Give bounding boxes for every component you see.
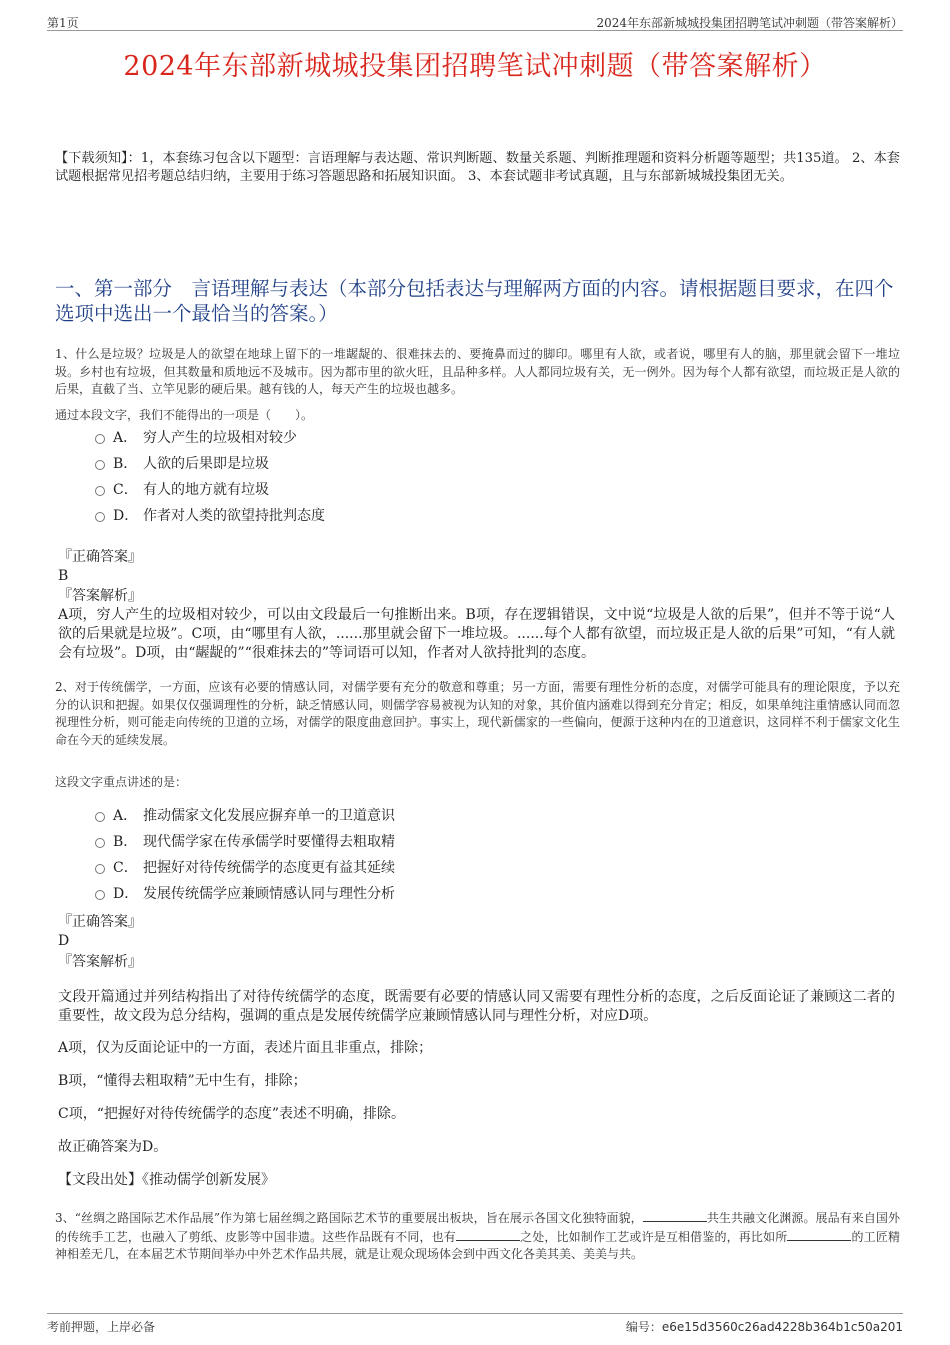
question-2-option-d[interactable]: D． 发展传统儒学应兼顾情感认同与理性分析 [95, 881, 395, 907]
question-1-option-d[interactable]: D． 作者对人类的欲望持批判态度 [95, 503, 325, 529]
question-2-conclusion: 故正确答案为D。 [58, 1139, 168, 1155]
download-notice: 【下载须知】：1，本套练习包含以下题型：言语理解与表达题、常识判断题、数量关系题、判断推理题和资料分析题等题型；共135道。 2、本套试题根据常见招考题总结归纳，主要用于练习答题思路和拓展知识面。 3、本套试题非考试真题，且与东部新城城投集团无关。 [55, 151, 900, 184]
question-2-prompt: 这段文字重点讲述的是： [55, 775, 188, 789]
question-3-stem: 3、“丝绸之路国际艺术作品展”作为第七届丝绸之路国际艺术节的重要展出板块，旨在展示各国文化独特面貌， 共生共融文化渊源。展品有来自国外的传统手工艺，也融入了剪纸、皮影等中国非遗。这些作品既有不同，也有 之处，比如制作工艺或许是互相借鉴的，再比如所 的工匠精神相差无几，在本届艺术节期间举办中外艺术作品共展，就是让观众现场体会到中西文化各美其美、美美与共。 [55, 1211, 900, 1261]
question-2-answer: D [58, 933, 70, 949]
radio-icon[interactable] [95, 460, 105, 470]
question-1-analysis-label: 『答案解析』 [58, 588, 142, 604]
document-title: 2024年东部新城城投集团招聘笔试冲刺题（带答案解析） [123, 51, 827, 82]
radio-icon[interactable] [95, 512, 105, 522]
footer-slogan: 考前押题，上岸必备 [47, 1320, 156, 1334]
page-header [47, 12, 903, 31]
fill-blank-2[interactable] [456, 1228, 520, 1241]
radio-icon[interactable] [95, 890, 105, 900]
question-2-analysis-c: C项，“把握好对待传统儒学的态度”表述不明确，排除。 [58, 1106, 406, 1122]
question-2-options [95, 803, 395, 907]
radio-icon[interactable] [95, 434, 105, 444]
header-doc-title: 2024年东部新城城投集团招聘笔试冲刺题（带答案解析） [596, 16, 903, 30]
question-2-source: 【文段出处】《推动儒学创新发展》 [58, 1172, 275, 1188]
question-1-option-a[interactable]: A． 穷人产生的垃圾相对较少 [95, 425, 325, 451]
question-2-option-b[interactable]: B． 现代儒学家在传承儒学时要懂得去粗取精 [95, 829, 395, 855]
fill-blank-1[interactable] [643, 1209, 707, 1222]
question-2-analysis-label: 『答案解析』 [58, 954, 142, 970]
radio-icon[interactable] [95, 838, 105, 848]
question-2-analysis-a: A项，仅为反面论证中的一方面，表述片面且非重点，排除； [58, 1040, 433, 1056]
question-1-stem: 1、什么是垃圾？垃圾是人的欲望在地球上留下的一堆龌龊的、很难抹去的、要掩鼻而过的脚印。哪里有人欲，或者说，哪里有人的脑，那里就会留下一堆垃圾。乡村也有垃圾，但其数量和质地远不及城市。因为都市里的欲火旺，且品种多样。人人都同垃圾有关，无一例外。因为每个人都有欲望，而垃圾正是人欲的后果，直截了当、立竿见影的硬后果。越有钱的人，每天产生的垃圾也越多。 [55, 347, 900, 396]
footer-code: 编号：e6e15d3560c26ad4228b364b1c50a201 [625, 1320, 903, 1334]
question-1-answer: B [58, 568, 69, 584]
question-2-analysis-b: B项，“懂得去粗取精”无中生有，排除； [58, 1073, 307, 1089]
section-title: 一、第一部分 言语理解与表达（本部分包括表达与理解两方面的内容。请根据题目要求，在四个选项中选出一个最恰当的答案。） [55, 277, 894, 325]
radio-icon[interactable] [95, 812, 105, 822]
radio-icon[interactable] [95, 864, 105, 874]
question-2-option-c[interactable]: C． 把握好对待传统儒学的态度更有益其延续 [95, 855, 395, 881]
question-1-option-c[interactable]: C． 有人的地方就有垃圾 [95, 477, 325, 503]
question-2-option-a[interactable]: A． 推动儒家文化发展应摒弃单一的卫道意识 [95, 803, 395, 829]
page-number: 第1页 [47, 16, 79, 30]
page-footer [47, 1313, 903, 1334]
question-1-options [95, 425, 325, 529]
question-2-correct-label: 『正确答案』 [58, 914, 142, 930]
question-1-prompt: 通过本段文字，我们不能得出的一项是（ ）。 [55, 408, 314, 422]
question-1-correct-label: 『正确答案』 [58, 549, 142, 565]
radio-icon[interactable] [95, 486, 105, 496]
question-1-analysis: A项，穷人产生的垃圾相对较少，可以由文段最后一句推断出来。B项，存在逻辑错误，文中说“垃圾是人欲的后果”，但并不等于说“人欲的后果就是垃圾”。C项，由“哪里有人欲，......那里就会留下一堆垃圾。......每个人都有欲望，而垃圾正是人欲的后果”可知，“有人就会有垃圾”。D项，由“龌龊的”“很难抹去的”等词语可以知，作者对人欲持批判的态度。 [58, 607, 895, 661]
question-2-stem: 2、对于传统儒学，一方面，应该有必要的情感认同，对儒学要有充分的敬意和尊重；另一方面，需要有理性分析的态度，对儒学可能具有的理论限度，予以充分的认识和把握。如果仅仅强调理性的分析，缺乏情感认同，则儒学容易被视为认知的对象，其价值内涵难以得到充分肯定；相反，如果单纯注重情感认同而忽视理性分析，则可能走向传统的卫道的立场，对儒学的限度曲意回护。事实上，现代新儒家的一些偏向，便源于这种内在的卫道意识，这同样不利于儒家文化生命在今天的延续发展。 [55, 680, 900, 747]
question-2-analysis-main: 文段开篇通过并列结构指出了对待传统儒学的态度，既需要有必要的情感认同又需要有理性分析的态度，之后反面论证了兼顾这二者的重要性，故文段为总分结构，强调的重点是发展传统儒学应兼顾情感认同与理性分析，对应D项。 [58, 989, 895, 1024]
fill-blank-3[interactable] [787, 1228, 851, 1241]
question-1-option-b[interactable]: B． 人欲的后果即是垃圾 [95, 451, 325, 477]
